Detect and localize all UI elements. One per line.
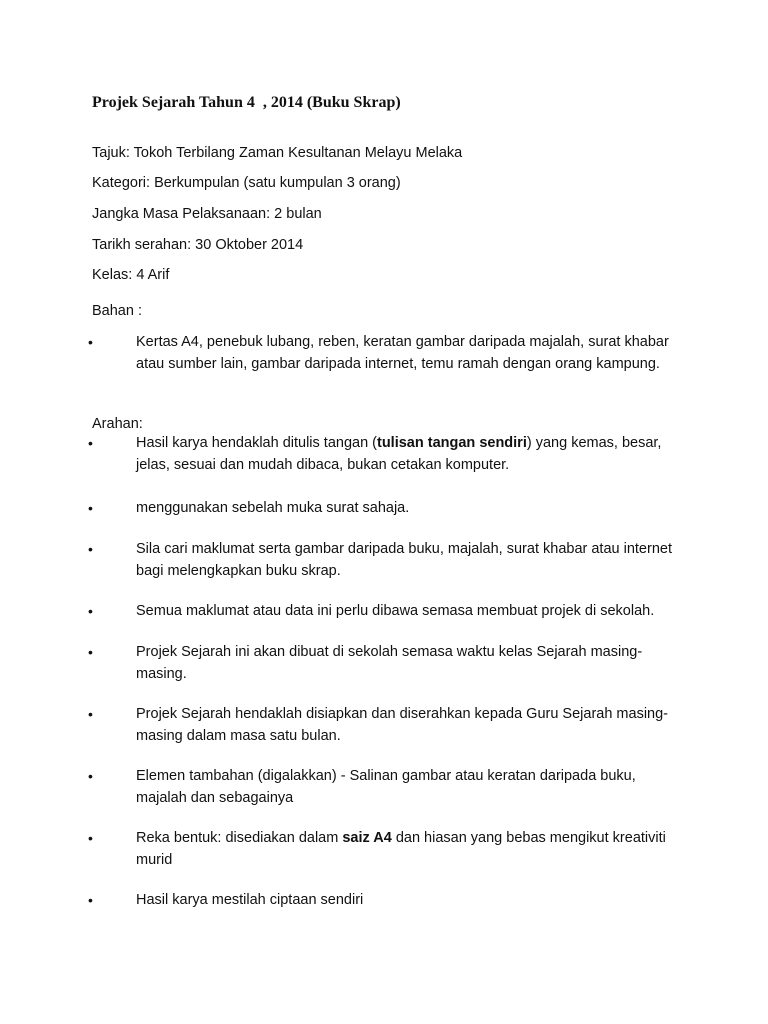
bullet-icon: • xyxy=(88,768,93,784)
emphasis-text: tulisan tangan sendiri xyxy=(377,435,527,451)
emphasis-text: saiz A4 xyxy=(342,830,392,846)
field-jangka-masa: Jangka Masa Pelaksanaan: 2 bulan xyxy=(92,206,322,222)
bullet-icon: • xyxy=(88,830,93,846)
field-kelas: Kelas: 4 Arif xyxy=(92,267,170,283)
field-tajuk: Tajuk: Tokoh Terbilang Zaman Kesultanan Melayu Melaka xyxy=(92,145,463,161)
bullet-icon: • xyxy=(88,892,93,908)
field-tarikh-serahan: Tarikh serahan: 30 Oktober 2014 xyxy=(92,237,304,253)
bahan-item-text: Kertas A4, penebuk lubang, reben, keratan gambar daripada majalah, surat khabar atau sumber lain, gambar daripada internet, temu ramah dengan orang kampung. xyxy=(136,334,669,372)
bahan-label: Bahan : xyxy=(92,303,142,319)
bullet-icon: • xyxy=(88,334,93,350)
bullet-icon: • xyxy=(88,541,93,557)
bullet-icon: • xyxy=(88,603,93,619)
arahan-item-text: Reka bentuk: disediakan dalam saiz A4 dan hiasan yang bebas mengikut kreativiti murid xyxy=(136,830,666,868)
field-kategori: Kategori: Berkumpulan (satu kumpulan 3 orang) xyxy=(92,175,401,191)
bullet-icon: • xyxy=(88,706,93,722)
document-title: Projek Sejarah Tahun 4 , 2014 (Buku Skrap) xyxy=(92,94,401,111)
bullet-icon: • xyxy=(88,435,93,451)
arahan-item-text: Sila cari maklumat serta gambar daripada buku, majalah, surat khabar atau internet bagi melengkapkan buku skrap. xyxy=(136,541,672,579)
arahan-item-text: Hasil karya mestilah ciptaan sendiri xyxy=(136,892,364,908)
arahan-item-text: Elemen tambahan (digalakkan) - Salinan gambar atau keratan daripada buku, majalah dan sebagainya xyxy=(136,768,636,806)
arahan-item-text: Projek Sejarah ini akan dibuat di sekolah semasa waktu kelas Sejarah masing-masing. xyxy=(136,644,643,682)
arahan-item-text: Projek Sejarah hendaklah disiapkan dan diserahkan kepada Guru Sejarah masing-masing dalam masa satu bulan. xyxy=(136,706,669,744)
bullet-icon: • xyxy=(88,500,93,516)
arahan-item-text: menggunakan sebelah muka surat sahaja. xyxy=(136,500,410,516)
arahan-label: Arahan: xyxy=(92,416,143,432)
arahan-item-text: Semua maklumat atau data ini perlu dibawa semasa membuat projek di sekolah. xyxy=(136,603,655,619)
bullet-icon: • xyxy=(88,644,93,660)
arahan-item-text: Hasil karya hendaklah ditulis tangan (tulisan tangan sendiri) yang kemas, besar, jelas, sesuai dan mudah dibaca, bukan cetakan komputer. xyxy=(136,435,662,473)
